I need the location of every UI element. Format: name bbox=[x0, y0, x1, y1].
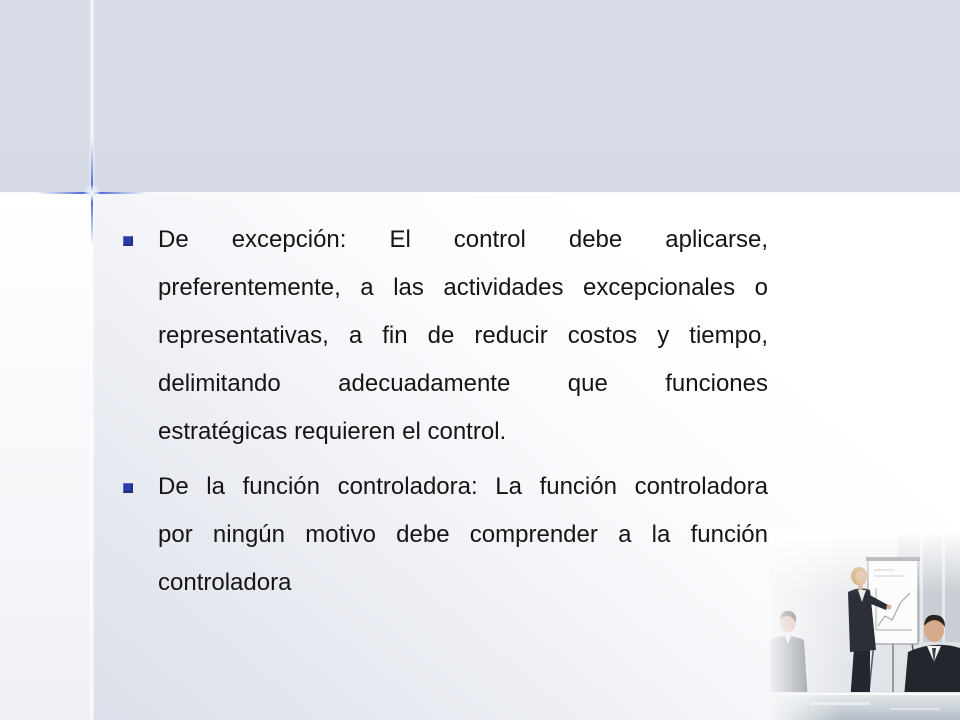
bullet-text-line: De excepción: El control debe aplicarse, bbox=[158, 226, 768, 253]
bullet-text-line: delimitando adecuadamente que funciones bbox=[158, 370, 768, 397]
bullet-text-line: preferentemente, a las actividades excepcionales o bbox=[158, 274, 768, 301]
meeting-photo bbox=[770, 530, 960, 720]
bullet-text-line: estratégicas requieren el control. bbox=[158, 418, 507, 445]
top-band bbox=[0, 0, 960, 193]
bullet-item bbox=[158, 216, 768, 456]
bullet-marker bbox=[123, 236, 133, 246]
bullet-text-line: por ningún motivo debe comprender a la función bbox=[158, 521, 768, 548]
bullet-text-line: representativas, a fin de reducir costos y tiempo, bbox=[158, 322, 768, 349]
photo-fade-top bbox=[770, 530, 960, 594]
bullet-marker bbox=[123, 483, 133, 493]
bullet-item bbox=[158, 463, 768, 607]
bullet-text-line: De la función controladora: La función controladora bbox=[158, 473, 768, 500]
left-strip bbox=[0, 193, 92, 720]
bullet-list bbox=[158, 216, 768, 616]
bullet-text-line: controladora bbox=[158, 569, 292, 596]
